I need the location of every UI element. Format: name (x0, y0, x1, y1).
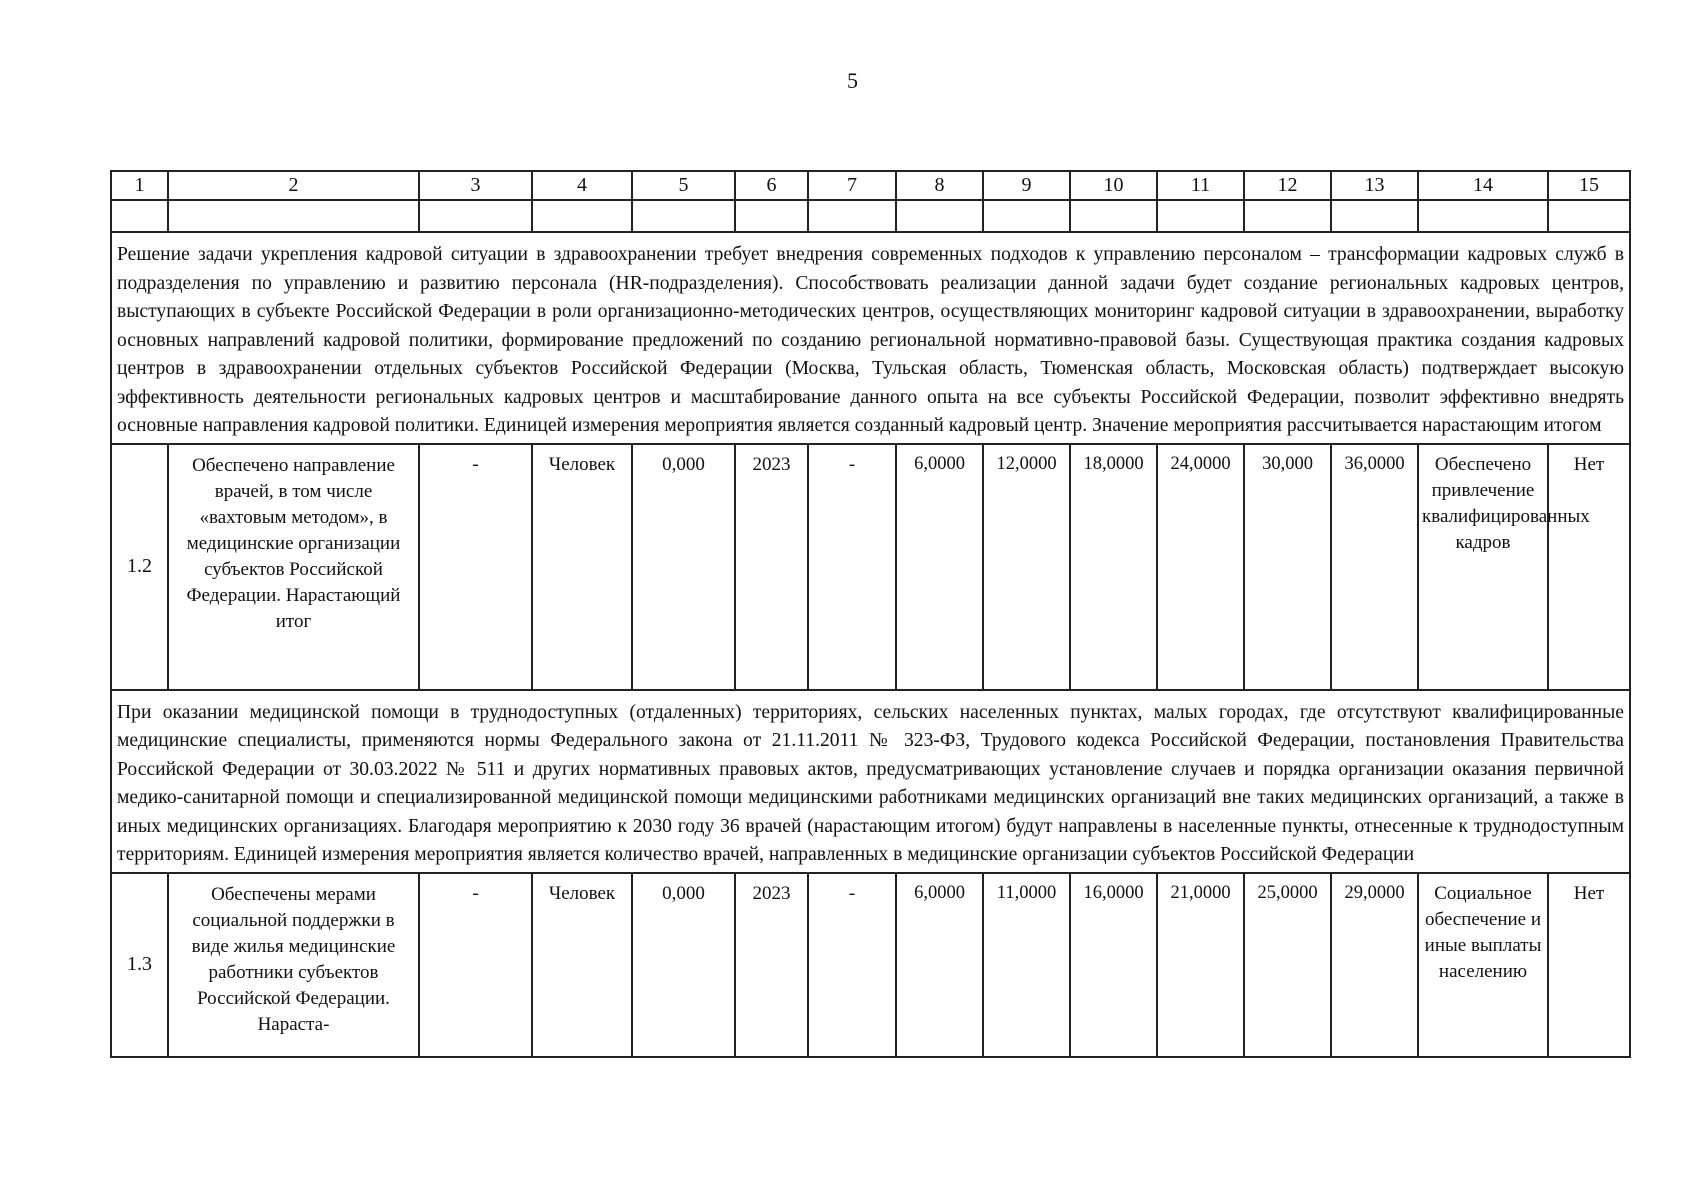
empty-cell (735, 200, 808, 232)
base-year-cell: 2023 (735, 873, 808, 1057)
column-number: 15 (1548, 171, 1630, 200)
measures-table (110, 170, 1631, 1058)
value-cell: 24,0000 (1157, 444, 1244, 690)
base-year-cell: 2023 (735, 444, 808, 690)
value-cell: 30,000 (1244, 444, 1331, 690)
base-value-cell: 0,000 (632, 444, 735, 690)
table-row (111, 873, 1630, 1057)
empty-cell (1244, 200, 1331, 232)
value-cell: 18,0000 (1070, 444, 1157, 690)
cell-col15: Нет (1548, 444, 1630, 690)
page-number: 5 (847, 68, 858, 93)
empty-cell (532, 200, 632, 232)
cell-col3: - (419, 444, 532, 690)
measure-name: Обеспечено направление врачей, в том числе «вахтовым методом», в медицинские организации субъектов Российской Федерации. Нарастающий итог (168, 444, 419, 690)
column-number: 6 (735, 171, 808, 200)
column-number: 7 (808, 171, 896, 200)
value-cell: 11,0000 (983, 873, 1070, 1057)
column-number: 2 (168, 171, 419, 200)
empty-cell (808, 200, 896, 232)
description-row (111, 232, 1630, 444)
empty-cell (168, 200, 419, 232)
table-row (111, 444, 1630, 690)
measure-description: Решение задачи укрепления кадровой ситуации в здравоохранении требует внедрения современных подходов к управлению персоналом – трансформации кадровых служб в подразделения по управлению и развитию персонала (HR-подразделения). Способствовать реализации данной задачи будет создание региональных кадровых центров, выступающих в субъекте Российской Федерации в роли организационно-методических центров, осуществляющих мониторинг кадровой ситуации в здравоохранении, выработку основных направлений кадровой политики, формирование предложений по созданию региональной нормативно-правовой базы. Существующая практика создания кадровых центров в здравоохранении отдельных субъектов Российской Федерации (Москва, Тульская область, Тюменская область, Московская область) подтверждает высокую эффективность деятельности региональных кадровых центров и масштабирование данного опыта на все субъекты Российской Федерации, позволит эффективно внедрять основные направления кадровой политики. Единицей измерения мероприятия является созданный кадровый центр. Значение мероприятия рассчитывается нарастающим итогом (111, 232, 1630, 444)
column-number: 3 (419, 171, 532, 200)
base-value-cell: 0,000 (632, 873, 735, 1057)
value-cell: 29,0000 (1331, 873, 1418, 1057)
empty-cell (111, 200, 168, 232)
value-cell: 21,0000 (1157, 873, 1244, 1057)
column-number-row (111, 171, 1630, 200)
description-row (111, 690, 1630, 873)
empty-cell (1157, 200, 1244, 232)
cell-col7: - (808, 444, 896, 690)
cell-col7: - (808, 873, 896, 1057)
column-number: 1 (111, 171, 168, 200)
empty-cell (419, 200, 532, 232)
unit-cell: Человек (532, 873, 632, 1057)
measure-description: При оказании медицинской помощи в труднодоступных (отдаленных) территориях, сельских населенных пунктах, малых городах, где отсутствуют квалифицированные медицинские специалисты, применяются нормы Федерального закона от 21.11.2011 № 323-ФЗ, Трудового кодекса Российской Федерации, постановления Правительства Российской Федерации от 30.03.2022 № 511 и других нормативных правовых актов, предусматривающих установление случаев и порядка организации оказания первичной медико-санитарной помощи и специализированной медицинской помощи медицинскими работниками медицинских организаций вне таких медицинских организаций, а также в иных медицинских организациях. Благодаря мероприятию к 2030 году 36 врачей (нарастающим итогом) будут направлены в населенные пункты, отнесенные к труднодоступным территориям. Единицей измерения мероприятия является количество врачей, направленных в медицинские организации субъектов Российской Федерации (111, 690, 1630, 873)
column-number: 9 (983, 171, 1070, 200)
empty-cell (632, 200, 735, 232)
column-number: 10 (1070, 171, 1157, 200)
empty-cell (1418, 200, 1548, 232)
row-number: 1.2 (111, 444, 168, 690)
column-number: 8 (896, 171, 983, 200)
column-number: 11 (1157, 171, 1244, 200)
empty-cell (1548, 200, 1630, 232)
value-cell: 36,0000 (1331, 444, 1418, 690)
empty-cell (983, 200, 1070, 232)
value-cell: 16,0000 (1070, 873, 1157, 1057)
column-number: 5 (632, 171, 735, 200)
unit-cell: Человек (532, 444, 632, 690)
cell-col14: Обеспечено привлечение квалифицированных кадров (1418, 444, 1548, 690)
value-cell: 6,0000 (896, 444, 983, 690)
value-cell: 6,0000 (896, 873, 983, 1057)
column-number: 13 (1331, 171, 1418, 200)
value-cell: 12,0000 (983, 444, 1070, 690)
empty-cell (1070, 200, 1157, 232)
empty-cell (896, 200, 983, 232)
empty-cell (1331, 200, 1418, 232)
column-number: 4 (532, 171, 632, 200)
value-cell: 25,0000 (1244, 873, 1331, 1057)
cell-col14: Социальное обеспечение и иные выплаты населению (1418, 873, 1548, 1057)
row-number: 1.3 (111, 873, 168, 1057)
cell-col15: Нет (1548, 873, 1630, 1057)
column-number: 12 (1244, 171, 1331, 200)
measure-name: Обеспечены мерами социальной поддержки в виде жилья медицинские работники субъектов Российской Федерации. Нараста- (168, 873, 419, 1057)
empty-row (111, 200, 1630, 232)
column-number: 14 (1418, 171, 1548, 200)
cell-col3: - (419, 873, 532, 1057)
